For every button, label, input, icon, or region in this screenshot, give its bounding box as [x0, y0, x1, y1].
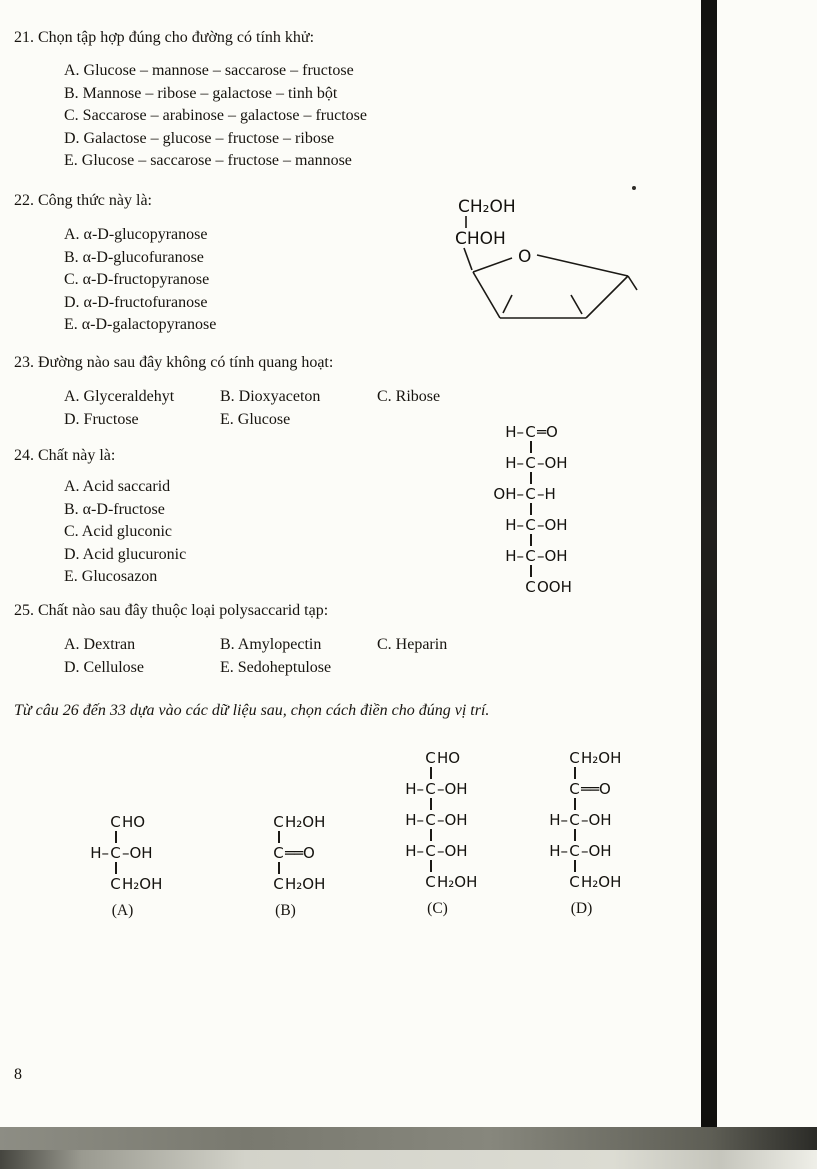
carbon-atom: C: [425, 810, 436, 829]
fischer-diagram-a: [75, 812, 170, 893]
instruction-26-33: Từ câu 26 đến 33 dựa vào các dữ liệu sau, chọn cách điền cho đúng vị trí.: [14, 702, 490, 719]
bond-vertical: [530, 472, 532, 484]
fischer-row: [238, 812, 325, 831]
option-a: A. Glyceraldehyt: [64, 388, 175, 405]
right-substituent: –OH: [437, 841, 468, 860]
fischer-row: [490, 422, 558, 441]
bond-vertical: [574, 798, 576, 810]
structure-A: [75, 812, 170, 920]
right-substituent: –H: [537, 484, 556, 503]
carbon-atom: C: [569, 872, 580, 891]
structure-A-label: (A): [111, 902, 134, 919]
fischer-row: [490, 546, 568, 565]
carbon-atom: C: [425, 779, 436, 798]
fischer-row: [534, 779, 611, 798]
carbon-atom: C: [273, 843, 284, 862]
left-substituent: H–: [405, 779, 424, 798]
right-substituent: H₂OH: [285, 812, 326, 831]
fischer-row: [490, 577, 572, 596]
option-d: D. Acid glucuronic: [64, 545, 187, 563]
bond-vertical: [278, 862, 280, 874]
right-substituent: –OH: [122, 843, 153, 862]
right-substituent: H₂OH: [285, 874, 326, 893]
option-d: D. Fructose: [64, 410, 139, 428]
question-21-options: [64, 60, 614, 173]
carbon-atom: C: [425, 748, 436, 767]
right-substituent: H₂OH: [581, 872, 622, 891]
fischer-row: [390, 779, 468, 798]
structure-D: [534, 748, 629, 918]
left-substituent: H–: [405, 841, 424, 860]
ring-oxygen: O: [518, 247, 532, 267]
bond-vertical: [574, 767, 576, 779]
right-substituent: ═O: [537, 422, 558, 441]
left-substituent: H–: [549, 841, 568, 860]
option-e: E. Sedoheptulose: [220, 658, 332, 676]
bond-vertical: [530, 503, 532, 515]
question-23-title: 23. Đường nào sau đây không có tính quang hoạt:: [14, 354, 334, 371]
option-d: D. α-D-fructofuranose: [64, 293, 208, 311]
fischer-diagram-d: [534, 748, 629, 891]
bond-vertical: [430, 829, 432, 841]
fischer-row: [534, 748, 621, 767]
right-substituent: ══O: [285, 843, 315, 862]
structure-B: [238, 812, 333, 920]
structure-q24: [490, 422, 572, 596]
right-substituent: –OH: [537, 546, 568, 565]
option-c: C. Saccarose – arabinose – galactose – fructose: [64, 107, 367, 124]
right-substituent: –OH: [537, 453, 568, 472]
page-number: 8: [14, 1066, 22, 1083]
scan-speck: [632, 186, 636, 190]
carbon-atom: C: [425, 872, 436, 891]
scan-edge-bottom-lower: [0, 1150, 817, 1169]
fischer-row: [534, 872, 621, 891]
ring-edge: [586, 276, 628, 318]
option-c: C. Heparin: [377, 636, 448, 653]
right-substituent: –OH: [581, 841, 612, 860]
option-a: A. Dextran: [64, 636, 136, 653]
fischer-row: [390, 748, 460, 767]
carbon-atom: C: [525, 484, 536, 503]
fischer-row: [490, 484, 556, 503]
fischer-row: [490, 515, 568, 534]
fischer-row: [238, 874, 325, 893]
ring-edge: [473, 258, 512, 272]
option-c: C. Ribose: [377, 388, 441, 405]
substituent-stroke: [503, 295, 512, 313]
option-b: B. Amylopectin: [220, 636, 322, 653]
fischer-diagram-b: [238, 812, 333, 893]
left-substituent: H–: [505, 422, 524, 441]
option-b: B. α-D-glucofuranose: [64, 248, 204, 266]
option-e: E. Glucosazon: [64, 568, 158, 585]
question-23: [14, 352, 614, 431]
ring-side-group: CHOH: [455, 229, 506, 249]
left-substituent: H–: [505, 515, 524, 534]
option-e: E. Glucose – saccarose – fructose – mannose: [64, 152, 352, 169]
option-e: E. Glucose: [220, 410, 291, 428]
option-d: D. Galactose – glucose – fructose – ribose: [64, 129, 335, 147]
fischer-row: [390, 841, 468, 860]
right-substituent: ══O: [581, 779, 611, 798]
option-b: B. Dioxyaceton: [220, 388, 321, 405]
carbon-atom: C: [525, 546, 536, 565]
carbon-atom: C: [525, 453, 536, 472]
carbon-atom: C: [569, 748, 580, 767]
question-25-title: 25. Chất nào sau đây thuộc loại polysaccarid tạp:: [14, 602, 329, 619]
left-substituent: H–: [90, 843, 109, 862]
bond-line: [464, 248, 472, 270]
bond-vertical: [278, 831, 280, 843]
bond-vertical: [115, 862, 117, 874]
bond-vertical: [430, 798, 432, 810]
right-substituent: –OH: [437, 810, 468, 829]
option-a: A. α-D-glucopyranose: [64, 226, 208, 243]
question-25: [14, 600, 614, 679]
option-a: A. Glucose – mannose – saccarose – fructose: [64, 62, 354, 79]
fischer-diagram-q24: [490, 422, 572, 596]
left-substituent: H–: [505, 546, 524, 565]
carbon-atom: C: [425, 841, 436, 860]
question-21: [14, 27, 614, 173]
left-substituent: OH–: [493, 484, 524, 503]
carbon-atom: C: [569, 779, 580, 798]
structure-C-label: (C): [427, 900, 448, 917]
ring-edge: [537, 255, 628, 276]
right-substituent: –OH: [437, 779, 468, 798]
fischer-diagram-c: [390, 748, 485, 891]
furanose-ring-structure: [440, 192, 655, 332]
scan-edge-bottom: [0, 1127, 817, 1150]
substituent-stroke: [628, 276, 637, 290]
bond-vertical: [430, 767, 432, 779]
ring-edge: [473, 272, 500, 318]
carbon-atom: C: [525, 577, 536, 596]
bond-vertical: [430, 860, 432, 872]
fischer-row: [490, 453, 568, 472]
right-substituent: H₂OH: [581, 748, 622, 767]
carbon-atom: C: [110, 874, 121, 893]
fischer-row: [238, 843, 315, 862]
option-b: B. α-D-fructose: [64, 500, 165, 518]
scan-edge-right: [701, 0, 717, 1169]
fischer-row: [390, 872, 477, 891]
right-substituent: HO: [437, 748, 461, 767]
right-substituent: –OH: [581, 810, 612, 829]
carbon-atom: C: [525, 422, 536, 441]
carbon-atom: C: [273, 874, 284, 893]
right-substituent: H₂OH: [437, 872, 478, 891]
bond-vertical: [574, 829, 576, 841]
ring-top-group: CH₂OH: [458, 197, 516, 217]
bond-vertical: [530, 534, 532, 546]
question-24-title: 24. Chất này là:: [14, 447, 116, 464]
bond-vertical: [115, 831, 117, 843]
right-substituent: –OH: [537, 515, 568, 534]
right-substituent: H₂OH: [122, 874, 163, 893]
right-substituent: HO: [122, 812, 146, 831]
option-c: C. α-D-fructopyranose: [64, 271, 210, 288]
fischer-row: [75, 874, 162, 893]
bond-vertical: [530, 565, 532, 577]
structure-B-label: (B): [275, 902, 296, 919]
fischer-row: [75, 812, 145, 831]
carbon-atom: C: [569, 810, 580, 829]
carbon-atom: C: [110, 812, 121, 831]
carbon-atom: C: [569, 841, 580, 860]
left-substituent: H–: [505, 453, 524, 472]
option-a: A. Acid saccarid: [64, 478, 171, 495]
bond-vertical: [530, 441, 532, 453]
carbon-atom: C: [110, 843, 121, 862]
carbon-atom: C: [273, 812, 284, 831]
left-substituent: H–: [549, 810, 568, 829]
bond-vertical: [574, 860, 576, 872]
fischer-row: [390, 810, 468, 829]
question-22-title: 22. Công thức này là:: [14, 192, 152, 209]
fischer-row: [75, 843, 153, 862]
structure-C: [390, 748, 485, 918]
fischer-row: [534, 810, 612, 829]
option-d: D. Cellulose: [64, 658, 144, 676]
question-25-options: [64, 634, 614, 679]
carbon-atom: C: [525, 515, 536, 534]
left-substituent: H–: [405, 810, 424, 829]
question-21-title: 21. Chọn tập hợp đúng cho đường có tính khử:: [14, 29, 315, 46]
right-substituent: OOH: [537, 577, 572, 596]
option-e: E. α-D-galactopyranose: [64, 316, 217, 333]
substituent-stroke: [571, 295, 582, 314]
option-c: C. Acid gluconic: [64, 523, 172, 540]
structure-D-label: (D): [570, 900, 593, 917]
option-b: B. Mannose – ribose – galactose – tinh bột: [64, 84, 338, 102]
fischer-row: [534, 841, 612, 860]
